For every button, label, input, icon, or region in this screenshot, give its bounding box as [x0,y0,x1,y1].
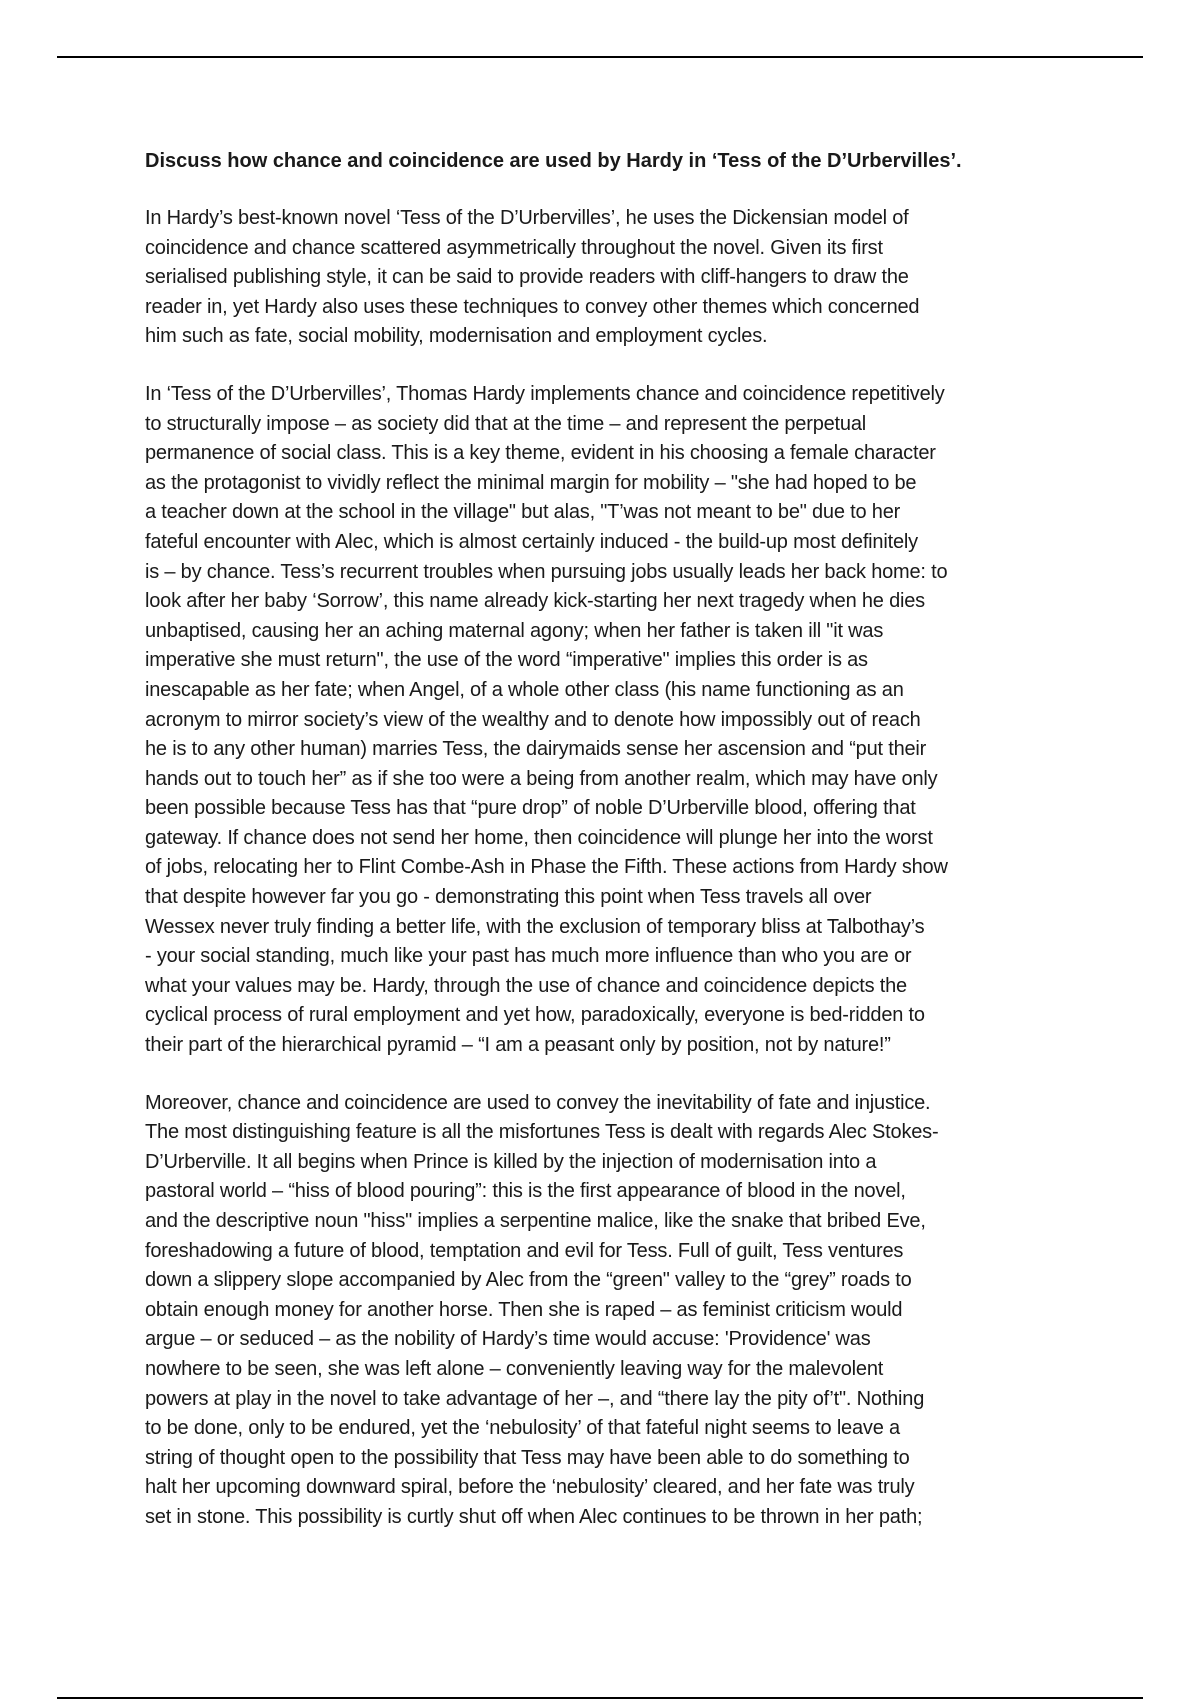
paragraph-2 [145,380,1065,1061]
paragraph-1 [145,204,1065,352]
text-line: D’Urberville. It all begins when Prince is killed by the injection of modernisation into a [145,1150,877,1173]
text-line: nowhere to be seen, she was left alone – conveniently leaving way for the malevolent [145,1357,884,1380]
text-line: as the protagonist to vividly reflect the minimal margin for mobility – "she had hoped to be [145,471,917,494]
text-line: obtain enough money for another horse. Then she is raped – as feminist criticism would [145,1298,903,1321]
text-line: he is to any other human) marries Tess, the dairymaids sense her ascension and “put their [145,738,927,761]
text-line: hands out to touch her” as if she too were a being from another realm, which may have only [145,767,938,790]
text-line: fateful encounter with Alec, which is almost certainly induced - the build-up most definitely [145,530,918,553]
text-line: look after her baby ‘Sorrow’, this name already kick-starting her next tragedy when he dies [145,590,925,613]
bottom-rule [57,1697,1143,1699]
text-line: powers at play in the novel to take advantage of her –, and “there lay the pity of’t". Nothing [145,1387,925,1410]
text-line: permanence of social class. This is a key theme, evident in his choosing a female character [145,442,936,465]
text-line: set in stone. This possibility is curtly shut off when Alec continues to be thrown in her path; [145,1505,923,1528]
text-line: him such as fate, social mobility, modernisation and employment cycles. [145,325,768,348]
text-line: pastoral world – “hiss of blood pouring”: this is the first appearance of blood in the novel, [145,1180,906,1203]
text-line: and the descriptive noun "hiss" implies a serpentine malice, like the snake that bribed Eve, [145,1210,926,1232]
text-line: coincidence and chance scattered asymmetrically throughout the novel. Given its first [145,236,883,259]
text-line: inescapable as her fate; when Angel, of a whole other class (his name functioning as an [145,678,904,701]
top-rule [57,56,1143,58]
text-line: cyclical process of rural employment and yet how, paradoxically, everyone is bed-ridden to [145,1004,925,1027]
paragraph-3 [145,1089,1065,1533]
text-line: gateway. If chance does not send her home, then coincidence will plunge her into the worst [145,826,933,849]
text-line: of jobs, relocating her to Flint Combe-Ash in Phase the Fifth. These actions from Hardy show [145,856,948,879]
text-line: down a slippery slope accompanied by Alec from the “green" valley to the “grey” roads to [145,1269,912,1292]
text-line: In ‘Tess of the D’Urbervilles’, Thomas Hardy implements chance and coincidence repetitively [145,382,945,405]
text-line: string of thought open to the possibility that Tess may have been able to do something to [145,1446,910,1469]
text-line: unbaptised, causing her an aching maternal agony; when her father is taken ill "it was [145,619,884,642]
text-line: Wessex never truly finding a better life, with the exclusion of temporary bliss at Talbothay’s [145,915,925,938]
text-line: is – by chance. Tess’s recurrent troubles when pursuing jobs usually leads her back home: to [145,560,948,583]
text-line: their part of the hierarchical pyramid – “I am a peasant only by position, not by nature!” [145,1034,891,1057]
text-line: Moreover, chance and coincidence are used to convey the inevitability of fate and injustice. [145,1091,931,1114]
text-line: imperative she must return", the use of the word “imperative" implies this order is as [145,649,868,672]
text-line: what your values may be. Hardy, through the use of chance and coincidence depicts the [145,974,907,997]
text-line: serialised publishing style, it can be said to provide readers with cliff-hangers to draw the [145,266,909,289]
text-line: argue – or seduced – as the nobility of Hardy’s time would accuse: 'Providence' was [145,1328,871,1351]
text-line: a teacher down at the school in the village" but alas, "T’was not meant to be" due to her [145,501,901,524]
text-line: to structurally impose – as society did that at the time – and represent the perpetual [145,412,866,435]
text-line: been possible because Tess has that “pure drop” of noble D’Urberville blood, offering that [145,797,916,820]
essay-title: Discuss how chance and coincidence are used by Hardy in ‘Tess of the D’Urbervilles’. [145,150,962,172]
text-line: to be done, only to be endured, yet the ‘nebulosity’ of that fateful night seems to leave a [145,1417,900,1440]
text-line: that despite however far you go - demonstrating this point when Tess travels all over [145,886,872,909]
text-line: acronym to mirror society’s view of the wealthy and to denote how impossibly out of reach [145,708,921,731]
text-line: reader in, yet Hardy also uses these techniques to convey other themes which concerned [145,295,920,318]
text-line: In Hardy’s best-known novel ‘Tess of the D’Urbervilles’, he uses the Dickensian model of [145,207,909,229]
essay-paragraphs [145,204,1065,1533]
document-body [145,146,1065,1561]
text-line: halt her upcoming downward spiral, before the ‘nebulosity’ cleared, and her fate was truly [145,1476,915,1499]
text-line: - your social standing, much like your past has much more influence than who you are or [145,945,912,968]
text-line: foreshadowing a future of blood, temptation and evil for Tess. Full of guilt, Tess ventures [145,1239,904,1262]
text-line: The most distinguishing feature is all the misfortunes Tess is dealt with regards Alec Stokes- [145,1121,939,1144]
